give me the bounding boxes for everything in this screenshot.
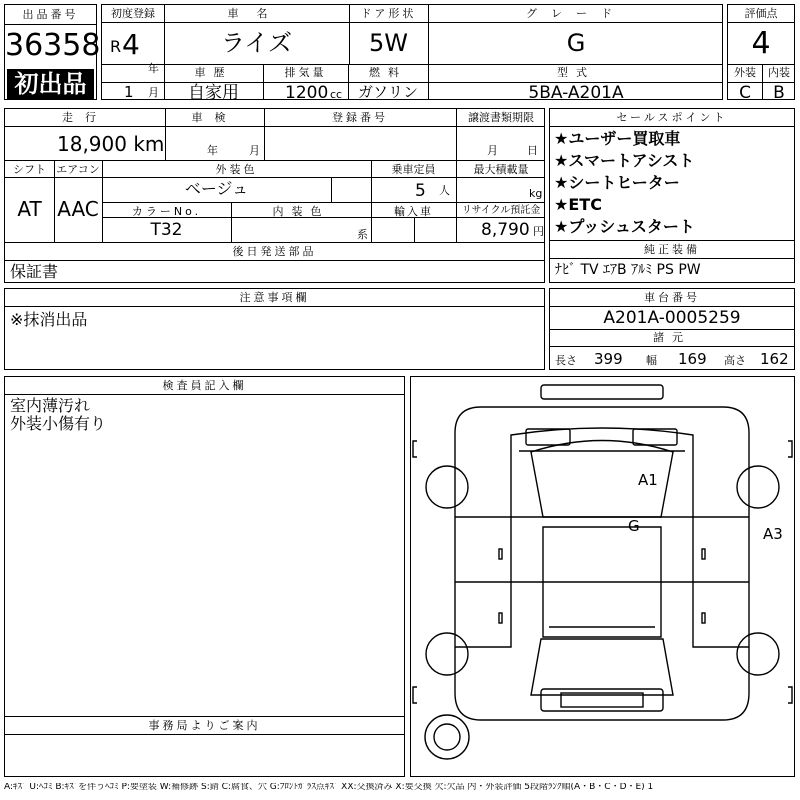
score: 4: [751, 26, 771, 61]
equipment-label: 純正装備: [644, 243, 700, 256]
year-unit: 年: [148, 62, 159, 75]
lot-number-label: 出品番号: [22, 8, 79, 21]
notes-box: [4, 288, 545, 370]
model-label: 型式: [557, 66, 595, 79]
length: 399: [594, 350, 623, 368]
lot-number-box: [4, 4, 101, 100]
score-box: [727, 4, 795, 103]
inspection-year-unit: 年: [207, 144, 218, 157]
recycle-unit: 円: [533, 225, 544, 238]
interior-label: 内装: [768, 66, 790, 79]
exterior-grade: C: [739, 83, 751, 103]
import-label: 輸入車: [394, 205, 433, 218]
car-name: ライズ: [220, 29, 293, 57]
vehicle-info-table: [101, 4, 723, 103]
chassis-number: A201A-0005259: [603, 308, 741, 328]
score-label: 評価点: [744, 7, 778, 20]
max-load-label: 最大積載量: [473, 163, 529, 176]
later-parts-label: 後日発送部品: [232, 245, 317, 258]
transfer-month-unit: 月: [487, 144, 498, 157]
sales-points-box: [549, 108, 795, 241]
ext-color: ベージュ: [184, 179, 249, 198]
mileage-label: 走行: [62, 111, 108, 124]
notes-label: 注意事項欄: [239, 291, 310, 304]
max-load-unit: kg: [529, 187, 543, 200]
aircon: AAC: [57, 197, 99, 221]
sales-points-label: セールスポイント: [616, 111, 728, 124]
equipment-box: [549, 241, 795, 283]
inspection-month-unit: 月: [249, 144, 260, 157]
fuel-label: 燃料: [369, 66, 407, 79]
inspector-label: 検査員記入欄: [162, 379, 247, 392]
notes-text: ※抹消出品: [10, 310, 88, 329]
capacity: 5: [415, 181, 426, 201]
capacity-unit: 人: [439, 184, 450, 197]
damage-mark-g: G: [628, 517, 640, 535]
shift-label: シフト: [13, 163, 46, 176]
recycle-label: リサイクル預託金: [461, 205, 541, 216]
model-code: 5BA-A201A: [528, 83, 624, 103]
length-label: 長さ: [555, 354, 577, 367]
chassis-label: 車台番号: [644, 291, 700, 304]
displacement-unit: cc: [330, 88, 343, 101]
first-reg-label: 初度登録: [111, 7, 155, 20]
sales-point-item: ★スマートアシスト: [554, 151, 695, 170]
transfer-deadline-label: 譲渡書類期限: [468, 111, 534, 124]
inspector-note-1: 室内薄汚れ: [10, 396, 91, 415]
damage-mark-a3: A3: [763, 525, 783, 543]
grade-label: グレード: [526, 7, 626, 20]
sales-point-item: ★ユーザー買取車: [554, 129, 681, 148]
sales-point-item: ★ETC: [554, 195, 602, 214]
damage-mark-a1: A1: [638, 471, 658, 489]
width-label: 幅: [646, 354, 657, 367]
int-color-label: 内装色: [272, 205, 330, 218]
mileage: 18,900 km: [57, 132, 165, 156]
details-table: [4, 108, 545, 283]
color-no: T32: [150, 220, 183, 240]
transfer-day-unit: 日: [527, 144, 538, 157]
color-no-label: カラーNo.: [131, 205, 202, 218]
sales-point-item: ★シートヒーター: [554, 173, 680, 192]
lot-number: 36358: [5, 28, 101, 63]
first-listing-badge: 初出品: [7, 69, 94, 99]
chassis-box: [549, 288, 795, 370]
office-label: 事務局よりご案内: [148, 719, 261, 732]
specs-label: 諸元: [653, 331, 691, 344]
sales-point-item: ★プッシュスタート: [554, 217, 695, 236]
inspector-box: [4, 376, 405, 717]
inspection-label: 車検: [191, 111, 238, 124]
equipment: ﾅﾋﾞ TV ｴｱB ｱﾙﾐ PS PW: [555, 262, 701, 278]
displacement: 1200: [285, 83, 329, 103]
ext-color-label: 外装色: [215, 163, 258, 176]
era: R: [110, 37, 122, 56]
width-value: 169: [678, 350, 707, 368]
office-box: [4, 717, 405, 777]
reg-number-label: 登録番号: [332, 111, 388, 124]
first-reg-year: 4: [122, 28, 140, 61]
car-name-label: 車名: [227, 7, 286, 20]
month-unit: 月: [148, 86, 159, 99]
height-value: 162: [760, 350, 789, 368]
history: 自家用: [188, 83, 239, 103]
fuel: ガソリン: [357, 83, 418, 101]
inspector-note-2: 外装小傷有り: [10, 414, 107, 433]
shift: AT: [17, 197, 42, 221]
height-label: 高さ: [724, 354, 746, 367]
grade: G: [566, 29, 586, 57]
door-label: ドア形状: [360, 7, 417, 20]
damage-diagram: [410, 376, 795, 777]
first-reg-month: 1: [124, 83, 134, 101]
legend: A:ｷｽﾞ U:ﾍｺﾐ B:ｷｽﾞを伴うﾍｺﾐ P:要塗装 W:補修跡 S:錆 C:腐食、穴 G:ﾌﾛﾝﾄｶﾞﾗｽ点ｷｽﾞ XX:交換済み X:要交換 欠:欠品 内・外装評価 5段階ﾗﾝｸ順(A・B・C・D・E) 1: [4, 783, 654, 792]
capacity-label: 乗車定員: [391, 163, 436, 176]
history-label: 車歴: [194, 66, 233, 79]
later-parts: 保証書: [10, 262, 59, 281]
exterior-label: 外装: [734, 66, 756, 79]
displacement-label: 排気量: [284, 66, 327, 79]
aircon-label: エアコン: [56, 163, 100, 176]
interior-grade: B: [773, 83, 785, 103]
recycle-amount: 8,790: [481, 220, 530, 240]
int-color-unit: 系: [357, 228, 368, 241]
car-outline-diagram: [411, 377, 794, 776]
door-type: 5W: [369, 29, 408, 57]
